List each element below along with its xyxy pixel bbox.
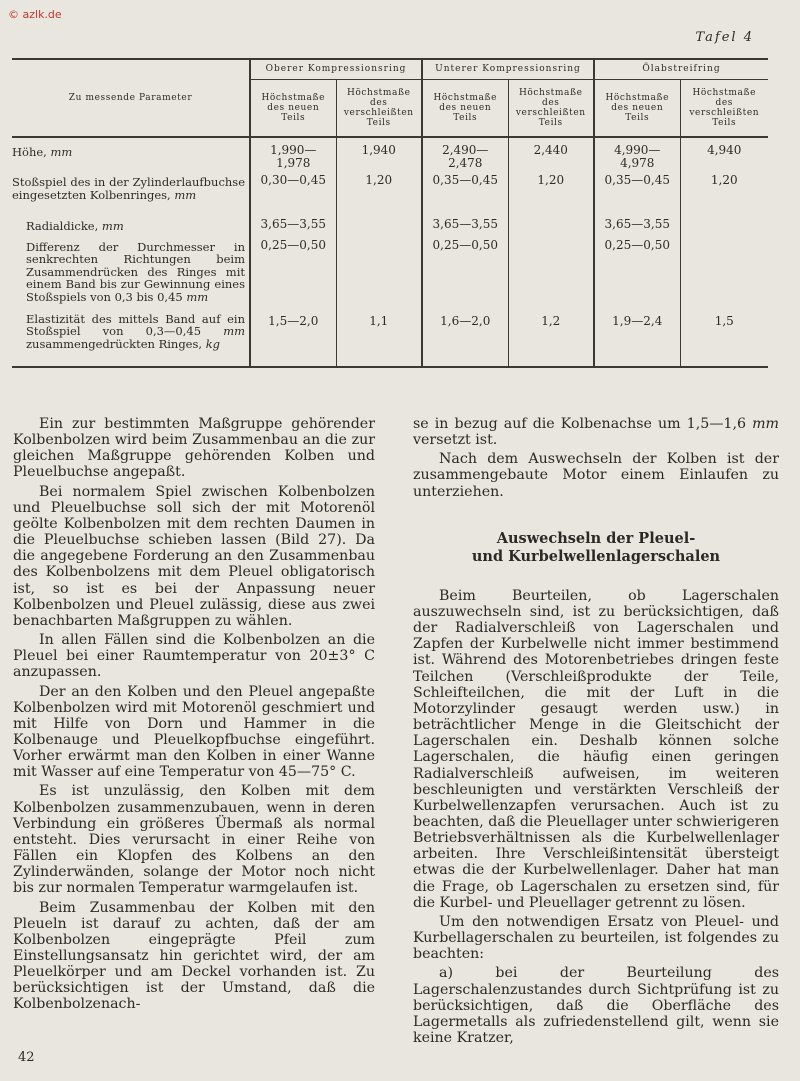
- paragraph: Beim Beurteilen, ob Lagerschalen auszuwechseln sind, ist zu berücksichtigen, daß der Radialverschleiß von Lagerschalen und Zapfen der Kurbelwelle nicht immer bestimmend ist. Während des Motorenbetriebes dringen feste Teilchen (Verschleißprodukte der Teile, Schleifteilchen, die mit der Luft in die Motorzylinder gesaugt werden usw.) in beträchtlicher Menge in die Gleitschicht der Lagerschalen ein. Deshalb können solche Lagerschalen, die häufig einen geringen Radialverschleiß aufweisen, im weiteren beschleunigten und verstärkten Verschleiß der Kurbelwellenzapfen verursachen. Auch ist zu beachten, daß die Pleuellager unter schwierigeren Betriebsverhältnissen als die Kurbelwellenlager arbeiten. Ihre Verschleißintensität übersteigt etwas die der Kurbelwellenlager. Daher hat man die Frage, ob Lagerschalen zu ersetzen sind, für die Kurbel- und Pleuellager getrennt zu lösen.: [413, 587, 779, 911]
- sub-header-new: Höchstmaße des neuen Teils: [422, 79, 508, 137]
- table-cell: 4,940: [680, 137, 768, 172]
- param-unit: kg: [205, 336, 221, 351]
- table-cell: 2,490—2,478: [422, 137, 508, 172]
- table-cell: 0,25—0,50: [422, 237, 508, 309]
- paragraph: Es ist unzulässig, den Kolben mit dem Kolbenbolzen zusammenzubauen, wenn in deren Verbindung ein größeres Übermaß als normal entsteht. Dies verursacht in einer Reihe von Fällen ein Klopfen des Kolbens an den Zylinderwänden, solange der Motor noch nicht bis zur normalen Temperatur warmgelaufen ist.: [13, 783, 375, 897]
- paragraph: Ein zur bestimmten Maßgruppe gehörender Kolbenbolzen wird beim Zusammenbau an die zur gleichen Maßgruppe gehörenden Kolben und Pleuelbuchse angepaßt.: [13, 416, 375, 481]
- table-label: Tafel 4: [695, 30, 754, 45]
- param-label: Radialdicke,: [26, 219, 99, 233]
- table-cell: 1,1: [336, 309, 422, 367]
- table-cell: 3,65—3,55: [422, 212, 508, 237]
- sub-header-worn: Höchstmaße des verschleißten Teils: [336, 79, 422, 137]
- paragraph: Um den notwendigen Ersatz von Pleuel- und Kurbellagerschalen zu beurteilen, ist folgendes zu beachten:: [413, 913, 779, 963]
- paragraph: Nach dem Auswechseln der Kolben ist der zusammengebaute Motor einem Einlaufen zu unterziehen.: [413, 451, 779, 500]
- paragraph: In allen Fällen sind die Kolbenbolzen an die Pleuel bei einer Raumtemperatur von 20±3° C anzupassen.: [13, 632, 375, 681]
- paragraph: [413, 416, 779, 448]
- sub-header-worn: Höchstmaße des verschleißten Teils: [508, 79, 594, 137]
- table-cell: 1,5: [680, 309, 768, 367]
- unit-text: mm: [752, 416, 779, 432]
- section-heading: [413, 530, 779, 566]
- group-header-oil-ring: Ölabstreifring: [594, 59, 768, 79]
- table-cell: 0,25—0,50: [250, 237, 336, 309]
- sub-header-worn: Höchstmaße des verschleißten Teils: [680, 79, 768, 137]
- table-cell: 1,9—2,4: [594, 309, 680, 367]
- table-cell: 0,35—0,45: [422, 172, 508, 212]
- table-cell: 0,35—0,45: [594, 172, 680, 212]
- table-cell: 0,25—0,50: [594, 237, 680, 309]
- table-cell: [680, 237, 768, 309]
- table-row: [12, 309, 768, 367]
- paragraph: Bei normalem Spiel zwischen Kolbenbolzen und Pleuelbuchse soll sich der mit Motorenöl geölte Kolbenbolzen mit dem rechten Daumen in die Pleuelbuchse schieben lassen (Bild 27). Da die angegebene Forderung an den Zusammenbau des Kolbenbolzens mit dem Pleuel obligatorisch ist, so ist es bei der Anpassung neuer Kolbenbolzen und Pleuel zulässig, diese aus zwei benachbarten Maßgruppen zu wählen.: [13, 483, 375, 629]
- table-cell: 3,65—3,55: [594, 212, 680, 237]
- continued-text: se in bezug auf die Kolbenachse um 1,5—1,6: [413, 416, 746, 432]
- table-row: [12, 212, 768, 237]
- table-row: [12, 172, 768, 212]
- param-unit: mm: [50, 145, 73, 159]
- param-label: Elastizität des mittels Band auf ein Stoßspiel von 0,3—0,45: [26, 311, 245, 338]
- page-number: 42: [18, 1050, 35, 1065]
- table-cell: 1,5—2,0: [250, 309, 336, 367]
- table-row: [12, 137, 768, 172]
- paragraph: Beim Zusammenbau der Kolben mit den Pleueln ist darauf zu achten, daß der am Kolbenbolzen eingeprägte Pfeil zum Einstellungsansatz hin gerichtet wird, der am Pleuelkörper und am Deckel vorhanden ist. Zu berücksichtigen ist der Umstand, daß die Kolbenbolzenach-: [13, 899, 375, 1013]
- sub-header-new: Höchstmaße des neuen Teils: [250, 79, 336, 137]
- table-cell: 1,940: [336, 137, 422, 172]
- table-cell: [680, 212, 768, 237]
- param-label-tail: zusammengedrückten Ringes,: [26, 336, 203, 351]
- continued-text-end: versetzt ist.: [413, 432, 498, 449]
- heading-line: und Kurbelwellenlagerschalen: [471, 547, 721, 565]
- paragraph: Der an den Kolben und den Pleuel angepaßte Kolbenbolzen wird mit Motorenöl geschmiert und mit Hilfe von Dorn und Hammer in die Kolbenauge und Pleuelkopfbuchse eingeführt. Vorher erwärmt man den Kolben in einer Wanne mit Wasser auf eine Temperatur von 45—75° C.: [13, 683, 375, 781]
- table-cell: 2,440: [508, 137, 594, 172]
- group-header-top-ring: Oberer Kompressionsring: [250, 59, 422, 79]
- table-cell: 0,30—0,45: [250, 172, 336, 212]
- table-cell: 1,2: [508, 309, 594, 367]
- left-text-column: [13, 416, 375, 1016]
- param-unit: mm: [101, 219, 124, 233]
- table-cell: 1,20: [680, 172, 768, 212]
- table-cell: 3,65—3,55: [250, 212, 336, 237]
- watermark: © azlk.de: [8, 8, 62, 21]
- right-text-column: [413, 416, 779, 1049]
- param-unit: mm: [223, 324, 246, 338]
- sub-header-new: Höchstmaße des neuen Teils: [594, 79, 680, 137]
- param-header: Zu messende Parameter: [12, 59, 250, 137]
- table-cell: 1,20: [336, 172, 422, 212]
- table-cell: [336, 237, 422, 309]
- param-label: Höhe,: [12, 145, 47, 159]
- paragraph: a) bei der Beurteilung des Lagerschalenzustandes durch Sichtprüfung ist zu berücksichtigen, daß die Oberfläche des Lagermetalls als zufriedenstellend gilt, wenn sie keine Kratzer,: [413, 965, 779, 1046]
- table-cell: 1,20: [508, 172, 594, 212]
- table-cell: [336, 212, 422, 237]
- parameter-table: [12, 58, 768, 368]
- param-label: Differenz der Durchmesser in senkrechten Richtungen beim Zusammendrücken des Ringes mit einem Band bis zur Gewinnung eines Stoßspiels von 0,3 bis 0,45: [26, 239, 245, 304]
- param-unit: mm: [174, 187, 197, 202]
- table-row: [12, 237, 768, 309]
- table-cell: 1,6—2,0: [422, 309, 508, 367]
- heading-line: Auswechseln der Pleuel-: [496, 529, 696, 547]
- table-cell: [508, 237, 594, 309]
- param-label: Stoßspiel des in der Zylinderlaufbuchse eingesetzten Kolbenringes,: [12, 175, 245, 202]
- table-cell: 4,990—4,978: [594, 137, 680, 172]
- table-cell: 1,990—1,978: [250, 137, 336, 172]
- param-unit: mm: [186, 289, 209, 304]
- group-header-lower-ring: Unterer Kompressionsring: [422, 59, 594, 79]
- table-cell: [508, 212, 594, 237]
